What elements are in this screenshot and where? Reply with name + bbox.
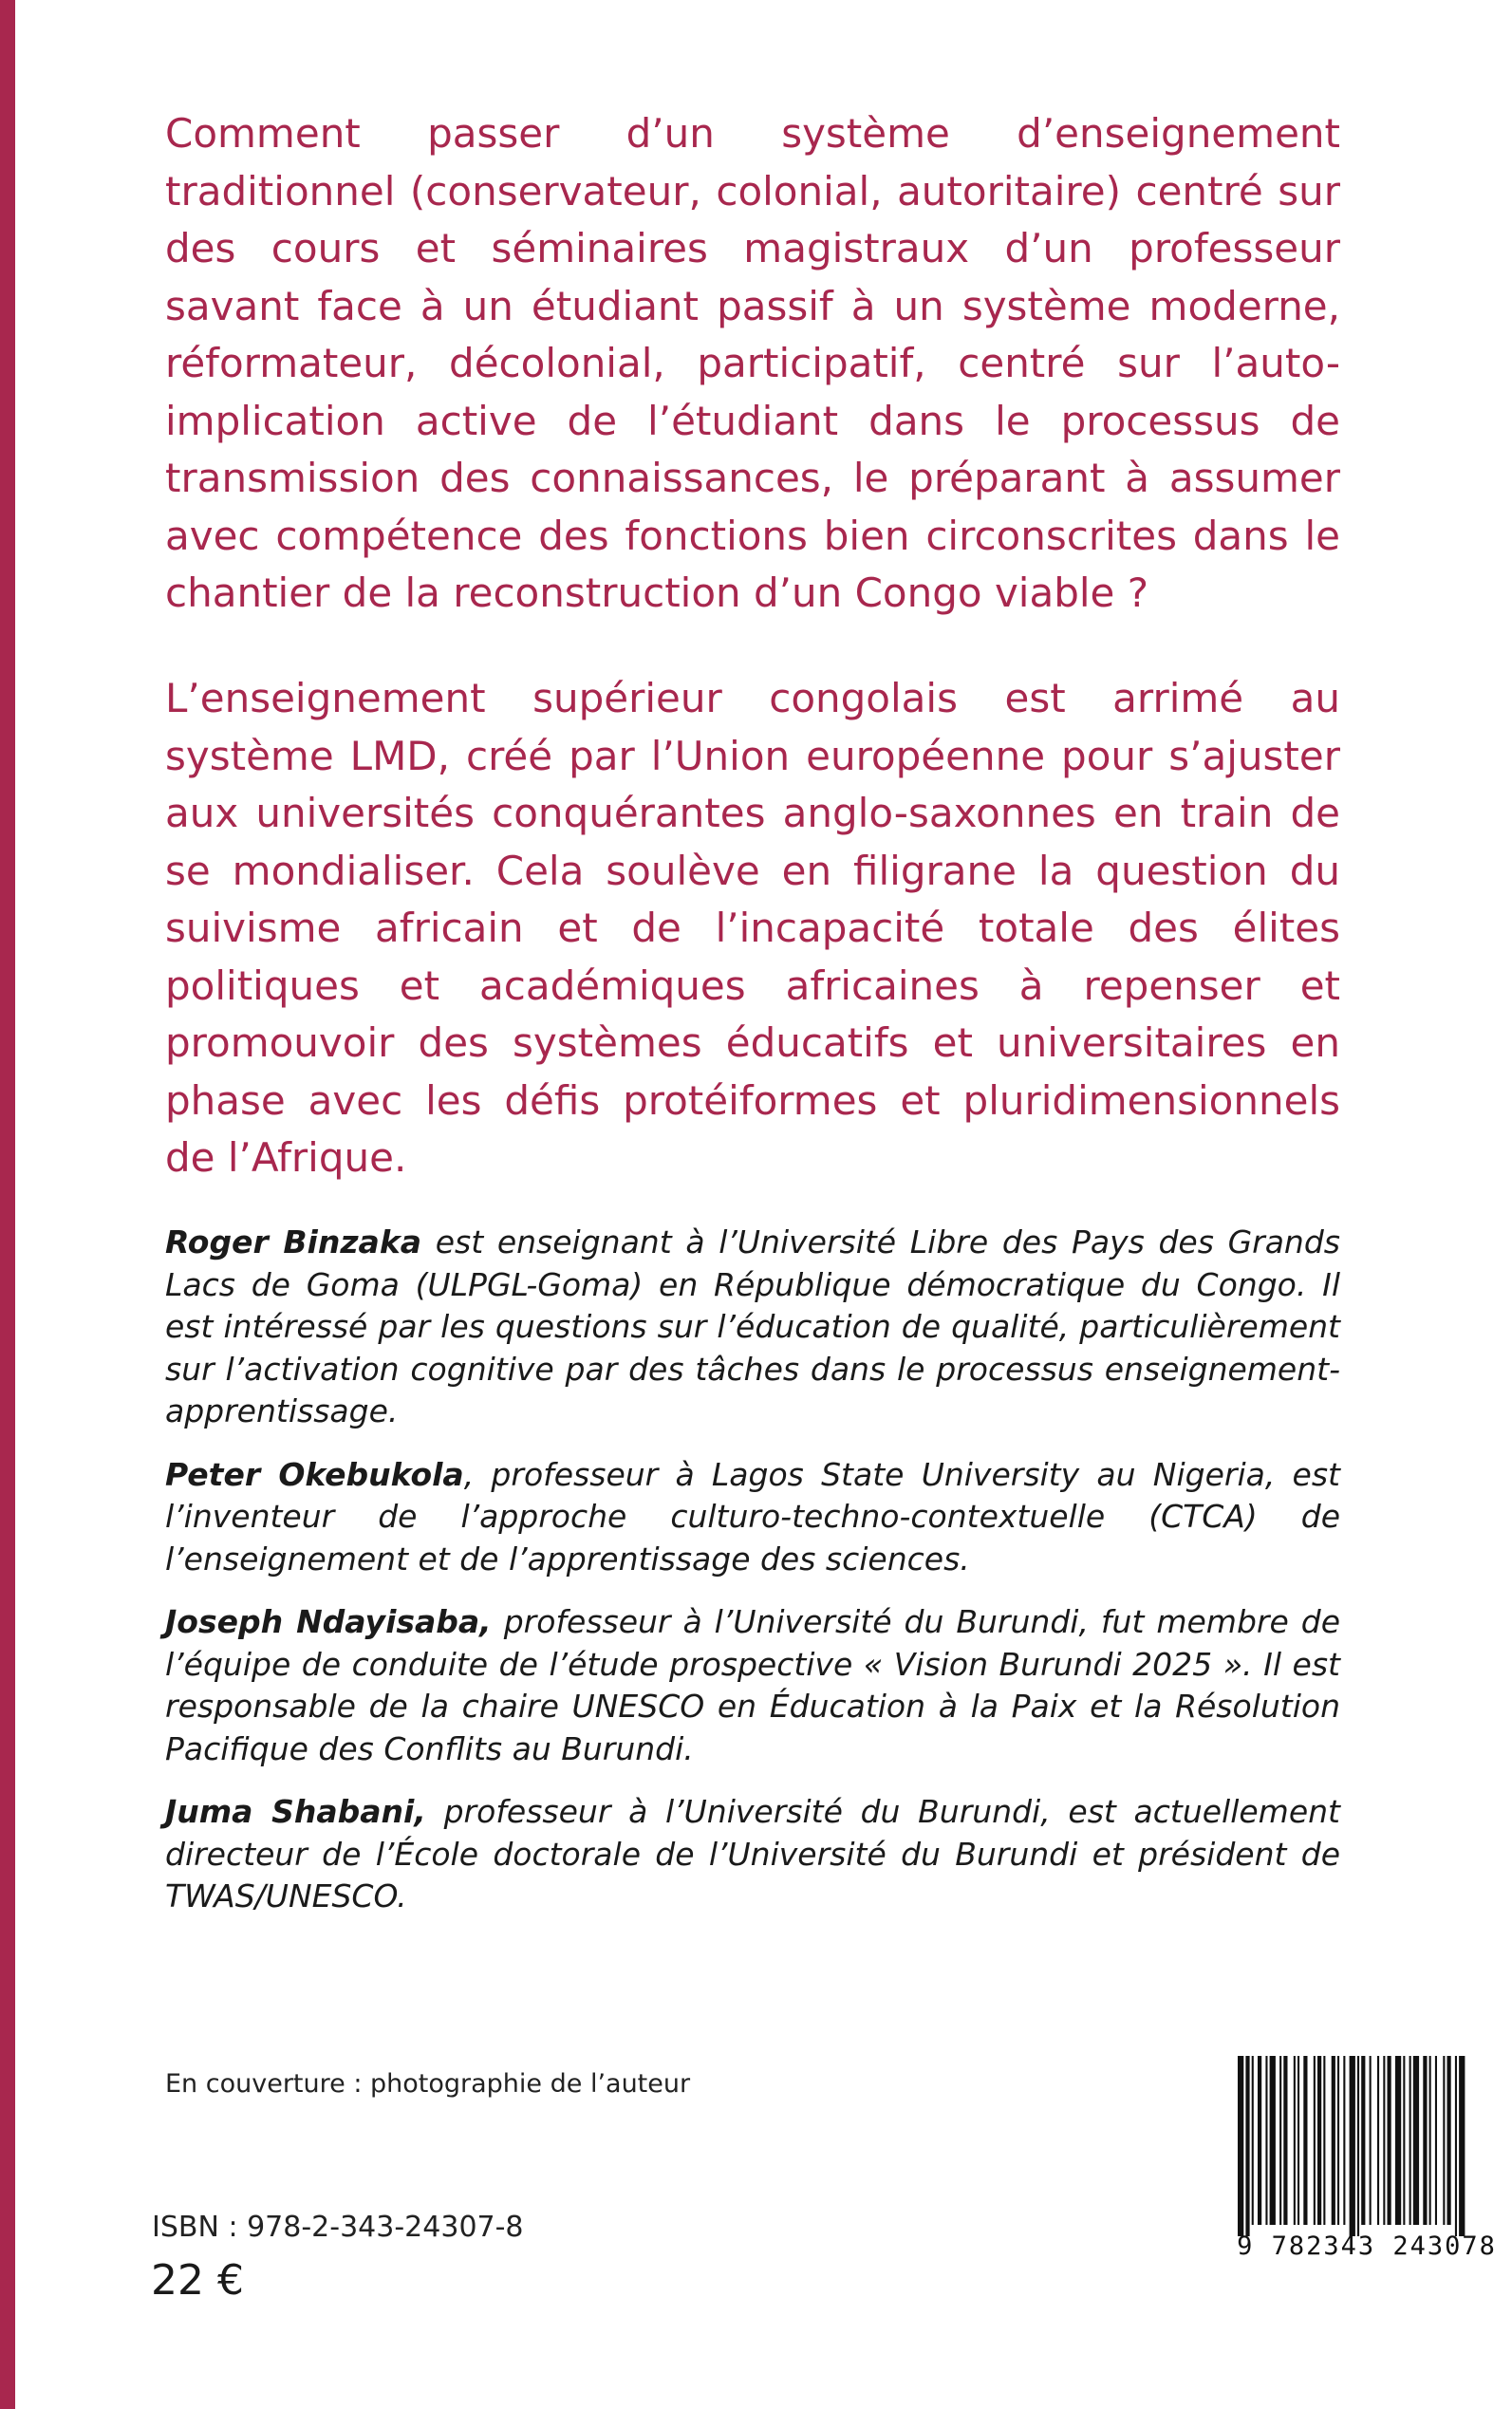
barcode-bar — [1459, 2056, 1465, 2236]
cover-photo-credit: En couverture : photographie de l’auteur — [165, 2069, 691, 2099]
barcode-bar — [1403, 2056, 1405, 2225]
barcode-bar — [1238, 2056, 1243, 2236]
barcode-bar — [1314, 2056, 1316, 2225]
barcode-bar — [1323, 2056, 1325, 2225]
barcode — [1230, 2056, 1503, 2269]
author-bio — [165, 1454, 1340, 1581]
barcode-bar — [1409, 2056, 1411, 2225]
author-name: Juma Shabani, — [165, 1793, 426, 1830]
author-bio-text: professeur à l’Université du Burundi, fut membre de l’équipe de conduite de l’étude prospective « Vision Burundi 2025 ». Il est responsable de la chaire UNESCO en Éducation à la Paix et la Résolution Pacifique des Conflits au Burundi. — [165, 1603, 1340, 1767]
isbn-label: ISBN : 978-2-343-24307-8 — [152, 2211, 524, 2244]
blurb-paragraph-2: L’enseignement supérieur congolais est arrimé au système LMD, créé par l’Union européenne pour s’ajuster aux universités conquérantes anglo-saxonnes en train de se mondialiser. Cela soulève en filigrane la question du suivisme africain et de l’incapacité totale des élites politiques et académiques africaines à repenser et promouvoir des systèmes éducatifs et universitaires en phase avec les défis protéiformes et pluridimensionnels de l’Afrique. — [165, 675, 1340, 1181]
barcode-bar — [1357, 2056, 1359, 2236]
barcode-bar — [1294, 2056, 1296, 2225]
author-bio-text: est enseignant à l’Université Libre des Pays des Grands Lacs de Goma (ULPGL-Goma) en République démocratique du Congo. Il est intéressé par les questions sur l’éducation de qualité, particulièrement sur l’activation cognitive par des tâches dans le processus enseignement-apprentissage. — [165, 1223, 1340, 1429]
barcode-bar — [1395, 2056, 1401, 2225]
barcode-bar — [1447, 2056, 1451, 2225]
barcode-bar — [1423, 2056, 1427, 2225]
barcode-bar — [1332, 2056, 1335, 2225]
barcode-bar — [1377, 2056, 1379, 2225]
price-label: 22 € — [151, 2256, 244, 2305]
barcode-bar — [1388, 2056, 1391, 2225]
author-bios — [165, 1222, 1340, 1939]
author-bio-text: professeur à l’Université du Burundi, est actuellement directeur de l’École doctorale de l’Université du Burundi et président de TWAS/UNESCO. — [165, 1793, 1340, 1914]
barcode-bar — [1350, 2056, 1355, 2236]
barcode-bar — [1279, 2056, 1281, 2225]
barcode-bar — [1245, 2056, 1249, 2236]
barcode-bar — [1455, 2056, 1457, 2236]
barcode-bar — [1435, 2056, 1437, 2225]
barcode-bar — [1370, 2056, 1372, 2225]
barcode-bar — [1258, 2056, 1261, 2225]
barcode-bar — [1337, 2056, 1339, 2225]
barcode-bars-graphic — [1230, 2056, 1503, 2236]
blurb-paragraph-1: Comment passer d’un système d’enseignement traditionnel (conservateur, colonial, autoritaire) centré sur des cours et séminaires magistraux d’un professeur savant face à un étudiant passif à un système moderne, réformateur, décolonial, participatif, centré sur l’auto-implication active de l’étudiant dans le processus de transmission des connaissances, le préparant à assumer avec compétence des fonctions bien circonscrites dans le chantier de la reconstruction d’un Congo viable ? — [165, 110, 1340, 616]
author-name: Roger Binzaka — [165, 1223, 422, 1261]
barcode-bar — [1343, 2056, 1345, 2225]
barcode-bar — [1361, 2056, 1365, 2225]
barcode-bar — [1252, 2056, 1254, 2225]
author-bio-text: , professeur à Lagos State University au Nigeria, est l’inventeur de l’approche culturo-techno-contextuelle (CTCA) de l’enseignement et de l’apprentissage des sciences. — [165, 1455, 1340, 1578]
barcode-bar — [1270, 2056, 1276, 2225]
author-bio — [165, 1791, 1340, 1918]
barcode-bar — [1443, 2056, 1445, 2225]
author-bio — [165, 1601, 1340, 1770]
barcode-bar — [1429, 2056, 1431, 2225]
author-name: Joseph Ndayisaba, — [165, 1603, 492, 1640]
barcode-bar — [1283, 2056, 1287, 2225]
barcode-bar — [1383, 2056, 1385, 2225]
barcode-bar — [1317, 2056, 1321, 2225]
barcode-bar — [1303, 2056, 1307, 2225]
barcode-bar — [1265, 2056, 1267, 2225]
barcode-bar — [1297, 2056, 1299, 2225]
barcode-digits: 9 782343 243078 — [1237, 2232, 1497, 2261]
spine-color-bar — [0, 0, 15, 2409]
author-bio — [165, 1222, 1340, 1433]
barcode-bar — [1413, 2056, 1419, 2225]
author-name: Peter Okebukola — [165, 1455, 464, 1493]
